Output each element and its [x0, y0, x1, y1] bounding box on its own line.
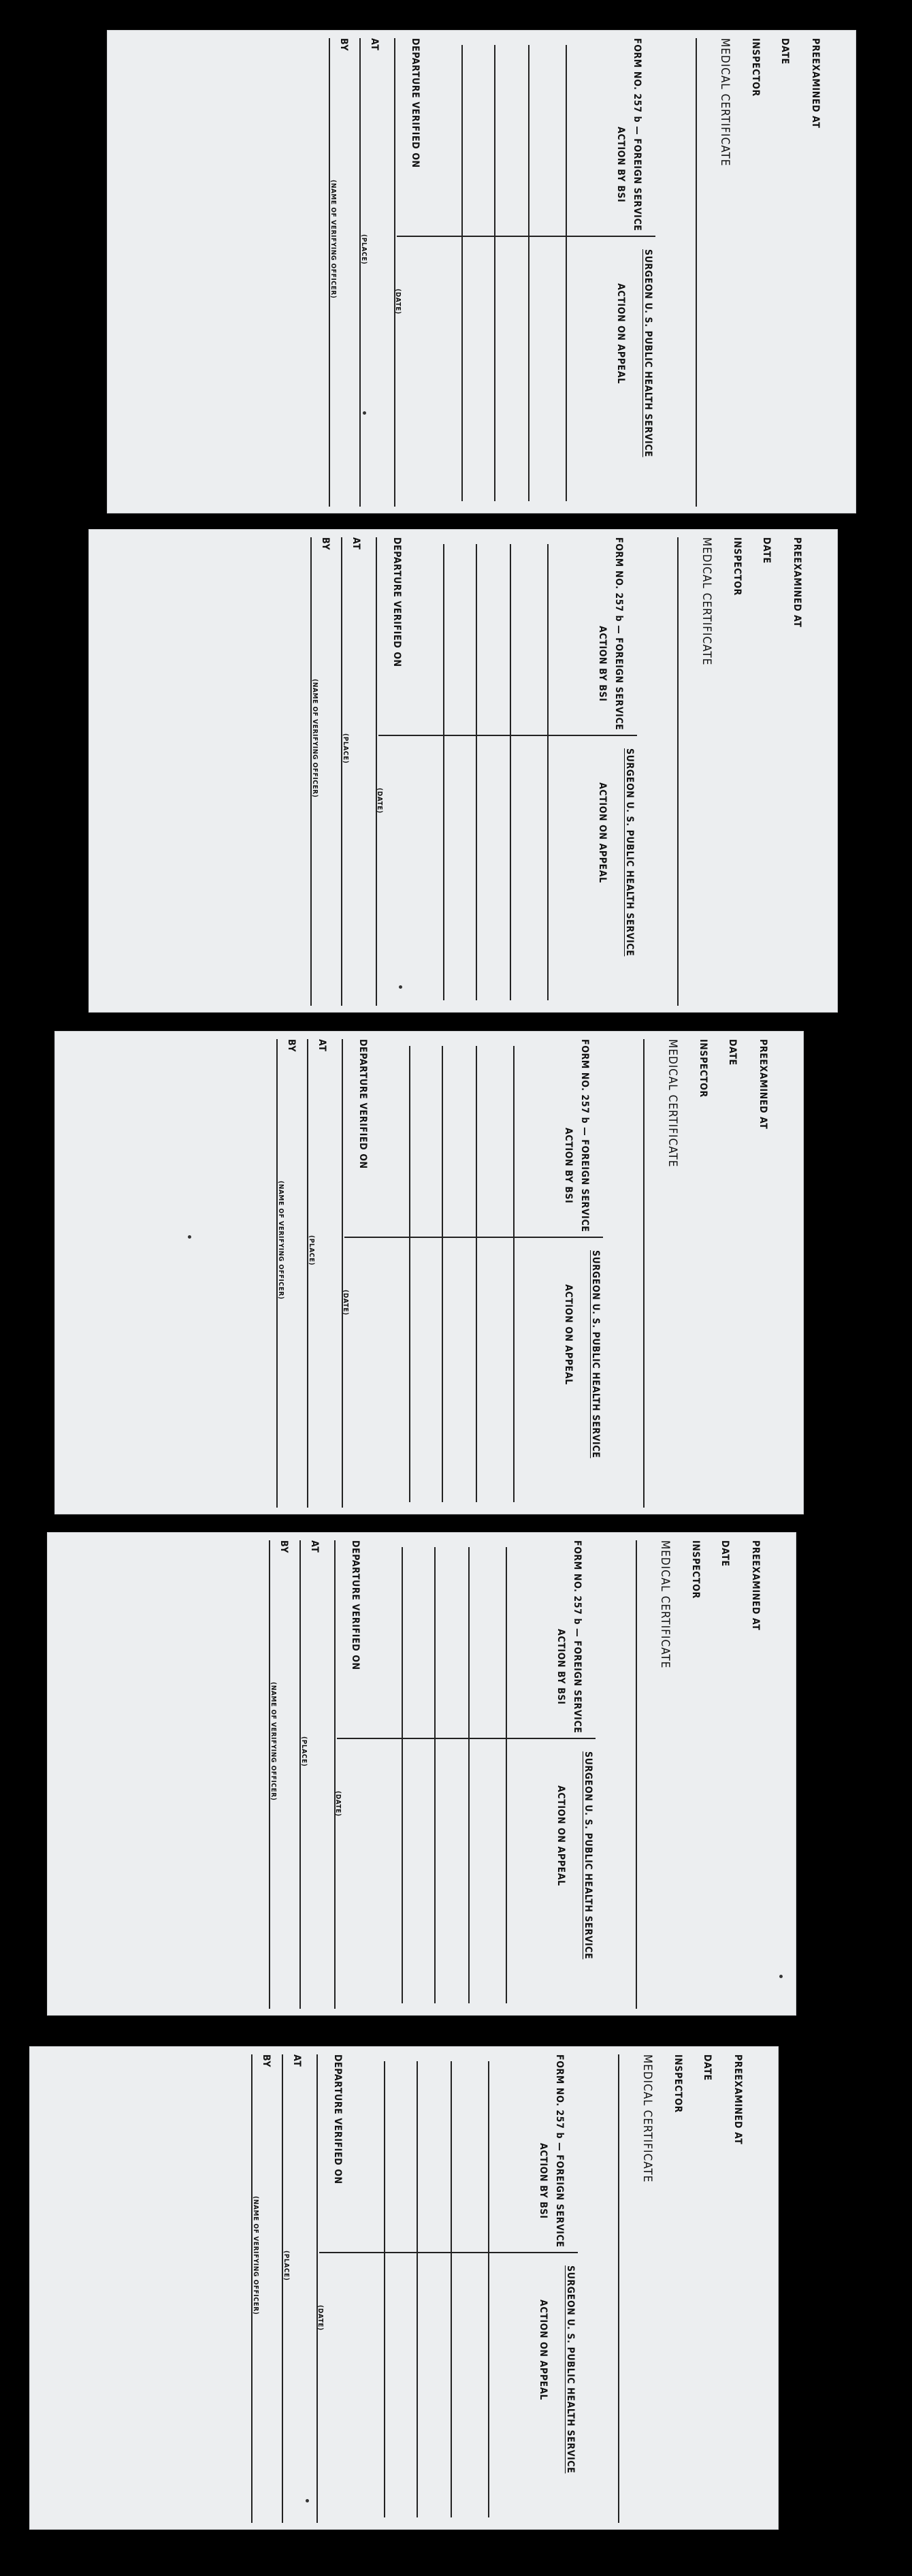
entry-line [513, 1046, 515, 1502]
certificate-line [696, 38, 697, 507]
entry-line [468, 1547, 470, 2003]
date-label: DATE [727, 1039, 738, 1066]
verifying-officer-caption: (NAME OF VERIFYING OFFICER) [277, 1181, 284, 1300]
certificate-line [677, 537, 679, 1006]
section-divider [378, 735, 637, 736]
specks [779, 1975, 783, 1978]
inspector-label: INSPECTOR [732, 537, 743, 596]
departure-line [334, 1540, 336, 2009]
entry-line [402, 1547, 403, 2003]
specks [188, 1235, 191, 1239]
section-divider [337, 1738, 596, 1739]
surgeon-signature-label: SURGEON U. S. PUBLIC HEALTH SERVICE [565, 2265, 576, 2474]
medical-certificate-heading: MEDICAL CERTIFICATE [640, 2054, 654, 2183]
entry-line [476, 544, 477, 1000]
date-label: DATE [779, 38, 790, 65]
medical-certificate-card-3 [54, 1031, 804, 1514]
entry-line [451, 2061, 452, 2517]
by-label: BY [320, 537, 331, 551]
verifying-officer-caption: (NAME OF VERIFYING OFFICER) [311, 679, 319, 798]
entry-line [476, 1046, 477, 1502]
entry-line [566, 45, 567, 501]
at-line [341, 537, 342, 1006]
place-caption: (PLACE) [360, 234, 368, 265]
action-by-bsi-label: ACTION BY BSI [563, 1128, 574, 1204]
at-label: AT [351, 537, 361, 550]
entry-line [494, 45, 495, 501]
form-number: FORM NO. 257 b — FOREIGN SERVICE [613, 537, 624, 731]
medical-certificate-card-4 [47, 1532, 796, 2016]
entry-line [443, 544, 444, 1000]
action-by-bsi-label: ACTION BY BSI [615, 127, 626, 203]
preexamined-at-label: PREEXAMINED AT [758, 1039, 768, 1130]
date-label: DATE [719, 1540, 730, 1567]
by-label: BY [278, 1540, 289, 1554]
medical-certificate-card-5 [29, 2046, 779, 2530]
specks [306, 2499, 309, 2502]
departure-verified-label: DEPARTURE VERIFIED ON [350, 1540, 361, 1670]
departure-verified-label: DEPARTURE VERIFIED ON [332, 2054, 343, 2184]
medical-certificate-heading: MEDICAL CERTIFICATE [718, 38, 732, 167]
action-on-appeal-label: ACTION ON APPEAL [555, 1785, 566, 1886]
date-label: DATE [761, 537, 772, 564]
section-divider [344, 1237, 603, 1238]
by-label: BY [261, 2054, 272, 2068]
preexamined-at-label: PREEXAMINED AT [750, 1540, 761, 1631]
surgeon-signature-label: SURGEON U. S. PUBLIC HEALTH SERVICE [642, 249, 653, 458]
preexamined-at-label: PREEXAMINED AT [732, 2054, 743, 2145]
medical-certificate-card-2 [88, 529, 838, 1013]
departure-verified-label: DEPARTURE VERIFIED ON [391, 537, 402, 667]
medical-certificate-heading: MEDICAL CERTIFICATE [666, 1039, 679, 1168]
entry-line [442, 1046, 443, 1502]
place-caption: (PLACE) [282, 2251, 290, 2281]
place-caption: (PLACE) [308, 1235, 315, 1266]
by-label: BY [286, 1039, 297, 1053]
certificate-line [618, 2054, 619, 2523]
surgeon-signature-label: SURGEON U. S. PUBLIC HEALTH SERVICE [583, 1751, 593, 1960]
specks [363, 411, 366, 415]
at-line [299, 1540, 301, 2009]
entry-line [417, 2061, 418, 2517]
departure-line [376, 537, 377, 1006]
medical-certificate-card-1 [107, 30, 856, 513]
date-caption: (DATE) [394, 289, 402, 315]
by-label: BY [338, 38, 349, 52]
verifying-officer-caption: (NAME OF VERIFYING OFFICER) [270, 1682, 277, 1801]
medical-certificate-heading: MEDICAL CERTIFICATE [700, 537, 713, 666]
departure-line [342, 1039, 343, 1508]
at-label: AT [316, 1039, 327, 1052]
section-divider [397, 236, 655, 237]
at-label: AT [369, 38, 380, 51]
form-number: FORM NO. 257 b — FOREIGN SERVICE [572, 1540, 583, 1734]
entry-line [434, 1547, 436, 2003]
medical-certificate-heading: MEDICAL CERTIFICATE [658, 1540, 672, 1669]
preexamined-at-label: PREEXAMINED AT [792, 537, 802, 628]
specks [399, 985, 402, 989]
action-on-appeal-label: ACTION ON APPEAL [615, 283, 626, 384]
verifying-officer-caption: (NAME OF VERIFYING OFFICER) [252, 2196, 259, 2315]
preexamined-at-label: PREEXAMINED AT [810, 38, 821, 129]
departure-line [316, 2054, 318, 2523]
date-caption: (DATE) [316, 2305, 324, 2331]
entry-line [510, 544, 511, 1000]
form-number: FORM NO. 257 b — FOREIGN SERVICE [554, 2054, 565, 2248]
inspector-label: INSPECTOR [698, 1039, 709, 1098]
action-by-bsi-label: ACTION BY BSI [597, 626, 608, 702]
at-line [282, 2054, 283, 2523]
inspector-label: INSPECTOR [750, 38, 761, 97]
certificate-line [643, 1039, 645, 1508]
action-on-appeal-label: ACTION ON APPEAL [563, 1284, 574, 1385]
surgeon-signature-label: SURGEON U. S. PUBLIC HEALTH SERVICE [624, 748, 635, 957]
entry-line [488, 2061, 489, 2517]
date-caption: (DATE) [334, 1791, 342, 1817]
action-by-bsi-label: ACTION BY BSI [538, 2143, 549, 2219]
form-number: FORM NO. 257 b — FOREIGN SERVICE [632, 38, 642, 232]
surgeon-signature-label: SURGEON U. S. PUBLIC HEALTH SERVICE [590, 1250, 601, 1459]
entry-line [384, 2061, 385, 2517]
verifying-officer-caption: (NAME OF VERIFYING OFFICER) [329, 180, 337, 299]
entry-line [547, 544, 549, 1000]
departure-line [394, 38, 395, 507]
certificate-line [636, 1540, 637, 2009]
entry-line [528, 45, 530, 501]
entry-line [461, 45, 463, 501]
departure-verified-label: DEPARTURE VERIFIED ON [410, 38, 421, 168]
inspector-label: INSPECTOR [690, 1540, 701, 1599]
date-label: DATE [702, 2054, 713, 2081]
at-line [307, 1039, 308, 1508]
place-caption: (PLACE) [300, 1736, 308, 1767]
date-caption: (DATE) [376, 788, 383, 814]
entry-line [506, 1547, 507, 2003]
section-divider [319, 2252, 578, 2253]
place-caption: (PLACE) [342, 733, 349, 764]
at-label: AT [291, 2054, 302, 2067]
date-caption: (DATE) [342, 1290, 349, 1316]
action-on-appeal-label: ACTION ON APPEAL [538, 2300, 549, 2400]
form-number: FORM NO. 257 b — FOREIGN SERVICE [579, 1039, 590, 1233]
at-line [359, 38, 361, 507]
action-on-appeal-label: ACTION ON APPEAL [597, 782, 608, 883]
inspector-label: INSPECTOR [672, 2054, 683, 2113]
at-label: AT [309, 1540, 320, 1553]
action-by-bsi-label: ACTION BY BSI [555, 1629, 566, 1705]
entry-line [409, 1046, 410, 1502]
departure-verified-label: DEPARTURE VERIFIED ON [357, 1039, 368, 1169]
